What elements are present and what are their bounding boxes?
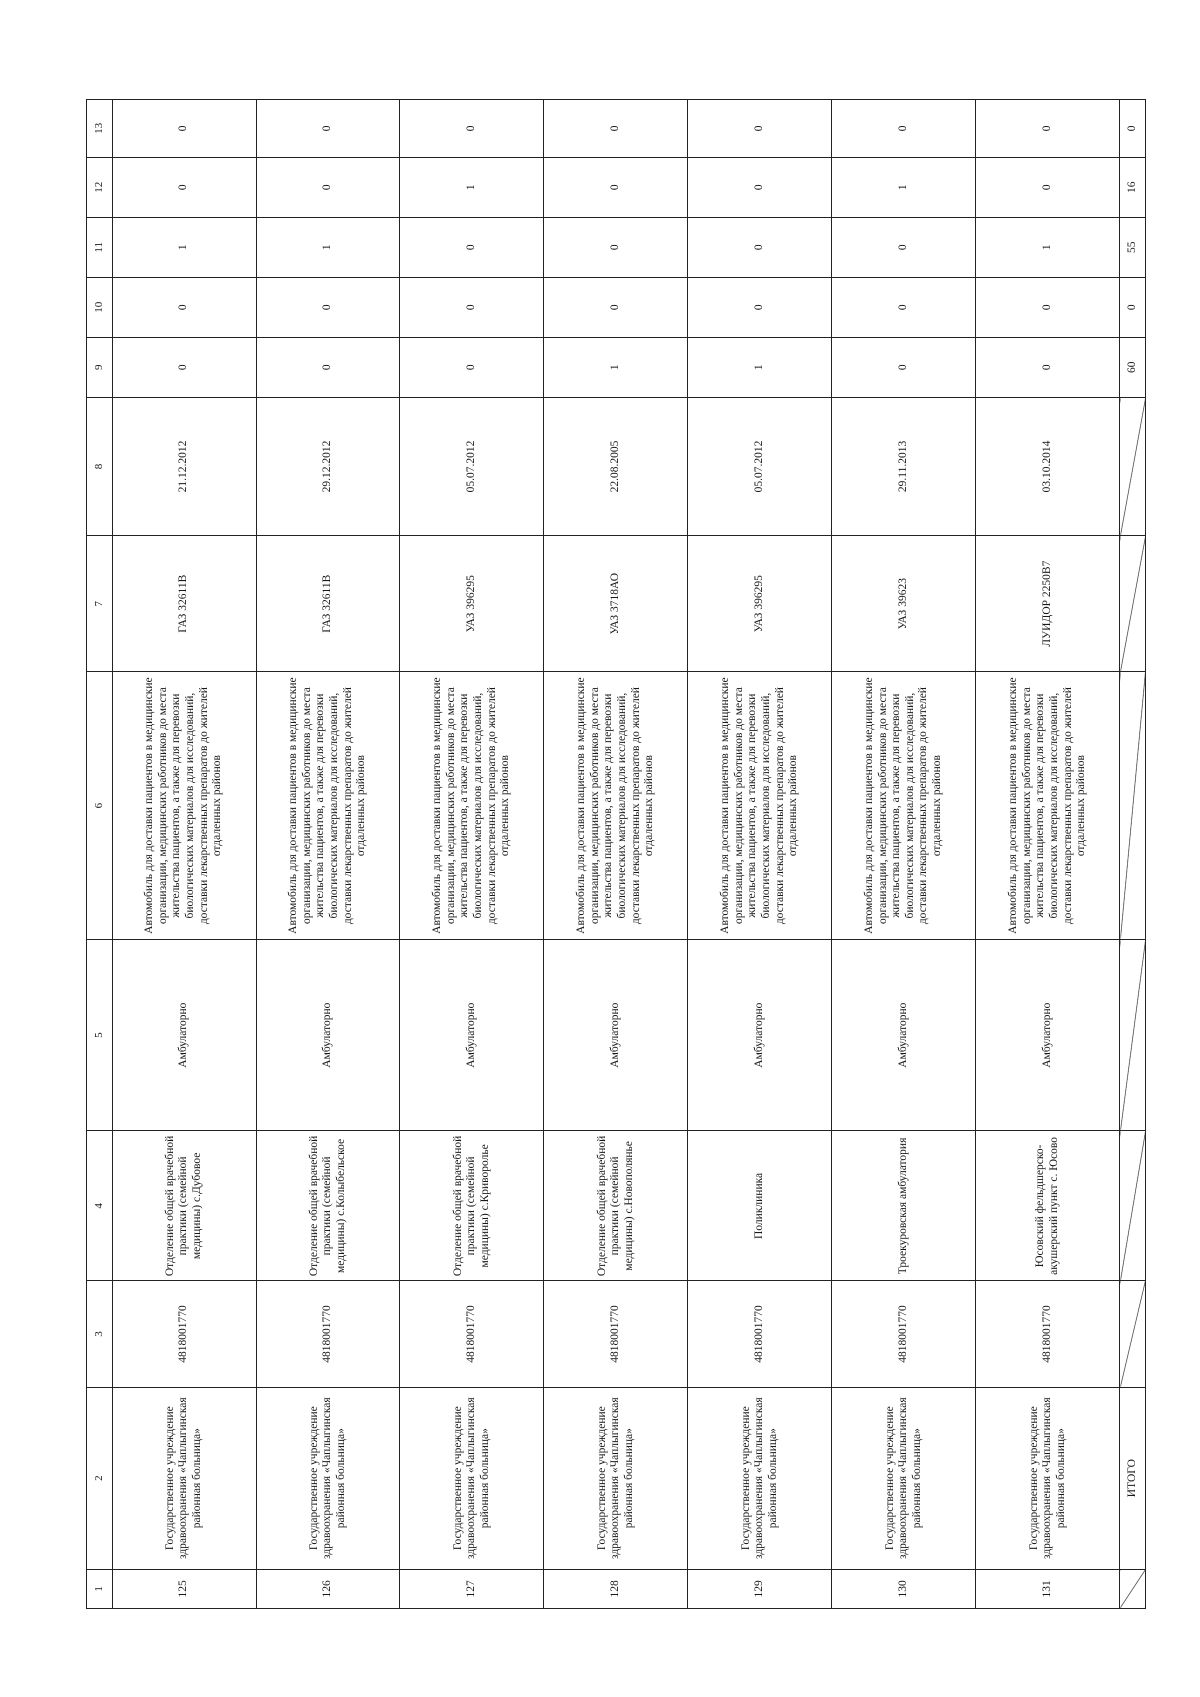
count-col-10: 0 — [256, 277, 400, 337]
row-number: 125 — [112, 1569, 256, 1608]
care-mode: Амбулаторно — [976, 939, 1120, 1131]
vehicles-table — [86, 99, 1146, 1609]
vehicle-purpose: Автомобиль для доставки пациентов в медицинские организации, медицинских работников до места жительства пациентов, а также для перевозки биологических материалов для исследований, доставки лекарственных препаратов до жителей отдаленных районов — [544, 672, 688, 940]
care-mode: Амбулаторно — [400, 939, 544, 1131]
vehicle-model: УАЗ 396295 — [688, 536, 832, 672]
inn-code: 4818001770 — [544, 1281, 688, 1387]
table-row — [544, 100, 688, 1609]
table-row — [688, 100, 832, 1609]
count-col-11: 0 — [832, 217, 976, 277]
division-name: Отделение общей врачебной практики (семейной медицины) с.Дубовое — [112, 1131, 256, 1281]
count-col-13: 0 — [832, 100, 976, 158]
count-col-13: 0 — [112, 100, 256, 158]
column-number: 9 — [87, 337, 113, 397]
count-col-13: 0 — [544, 100, 688, 158]
row-number: 129 — [688, 1569, 832, 1608]
inn-code: 4818001770 — [112, 1281, 256, 1387]
registration-date: 29.11.2013 — [832, 397, 976, 535]
count-col-12: 1 — [400, 157, 544, 217]
institution-name: Государственное учреждение здравоохранения «Чаплыгинская районная больница» — [976, 1387, 1120, 1569]
empty-cell — [1120, 1131, 1146, 1281]
vehicle-purpose: Автомобиль для доставки пациентов в медицинские организации, медицинских работников до места жительства пациентов, а также для перевозки биологических материалов для исследований, доставки лекарственных препаратов до жителей отдаленных районов — [256, 672, 400, 940]
count-col-11: 0 — [544, 217, 688, 277]
empty-cell — [1120, 939, 1146, 1131]
division-name: Отделение общей врачебной практики (семейной медицины) с.Новополянье — [544, 1131, 688, 1281]
count-col-9: 0 — [400, 337, 544, 397]
column-number: 6 — [87, 672, 113, 940]
count-col-10: 0 — [832, 277, 976, 337]
division-name: Отделение общей врачебной практики (семейной медицины) с.Колыбельское — [256, 1131, 400, 1281]
count-col-12: 0 — [544, 157, 688, 217]
column-number: 5 — [87, 939, 113, 1131]
division-name: Поликлиника — [688, 1131, 832, 1281]
registration-date: 22.08.2005 — [544, 397, 688, 535]
division-name: Троекуровская амбулатория — [832, 1131, 976, 1281]
count-col-9: 0 — [112, 337, 256, 397]
empty-cell — [1120, 397, 1146, 535]
row-number: 131 — [976, 1569, 1120, 1608]
count-col-12: 0 — [256, 157, 400, 217]
count-col-9: 0 — [976, 337, 1120, 397]
column-number: 12 — [87, 157, 113, 217]
count-col-11: 1 — [976, 217, 1120, 277]
count-col-11: 0 — [400, 217, 544, 277]
vehicle-purpose: Автомобиль для доставки пациентов в медицинские организации, медицинских работников до места жительства пациентов, а также для перевозки биологических материалов для исследований, доставки лекарственных препаратов до жителей отдаленных районов — [400, 672, 544, 940]
row-number: 127 — [400, 1569, 544, 1608]
institution-name: Государственное учреждение здравоохранения «Чаплыгинская районная больница» — [544, 1387, 688, 1569]
count-col-10: 0 — [112, 277, 256, 337]
column-number: 3 — [87, 1281, 113, 1387]
institution-name: Государственное учреждение здравоохранения «Чаплыгинская районная больница» — [688, 1387, 832, 1569]
inn-code: 4818001770 — [688, 1281, 832, 1387]
column-number: 4 — [87, 1131, 113, 1281]
column-number-row — [87, 100, 113, 1609]
division-name: Юсовский фельдшерско-акушерский пункт с. Юсово — [976, 1131, 1120, 1281]
count-col-13: 0 — [688, 100, 832, 158]
row-number: 126 — [256, 1569, 400, 1608]
inn-code: 4818001770 — [832, 1281, 976, 1387]
column-number: 2 — [87, 1387, 113, 1569]
count-col-10: 0 — [400, 277, 544, 337]
table-body — [87, 100, 1120, 1609]
care-mode: Амбулаторно — [256, 939, 400, 1131]
count-col-12: 0 — [112, 157, 256, 217]
vehicle-purpose: Автомобиль для доставки пациентов в медицинские организации, медицинских работников до места жительства пациентов, а также для перевозки биологических материалов для исследований, доставки лекарственных препаратов до жителей отдаленных районов — [976, 672, 1120, 940]
vehicle-purpose: Автомобиль для доставки пациентов в медицинские организации, медицинских работников до места жительства пациентов, а также для перевозки биологических материалов для исследований, доставки лекарственных препаратов до жителей отдаленных районов — [832, 672, 976, 940]
count-col-10: 0 — [688, 277, 832, 337]
column-number: 11 — [87, 217, 113, 277]
column-number: 13 — [87, 100, 113, 158]
column-number: 8 — [87, 397, 113, 535]
total-value: 0 — [1120, 277, 1146, 337]
count-col-9: 1 — [688, 337, 832, 397]
count-col-12: 0 — [688, 157, 832, 217]
column-number: 7 — [87, 536, 113, 672]
division-name: Отделение общей врачебной практики (семейной медицины) с.Криворолье — [400, 1131, 544, 1281]
registration-date: 03.10.2014 — [976, 397, 1120, 535]
count-col-13: 0 — [400, 100, 544, 158]
vehicle-model: ЛУИДОР 2250В7 — [976, 536, 1120, 672]
count-col-12: 1 — [832, 157, 976, 217]
count-col-11: 1 — [112, 217, 256, 277]
registration-date: 05.07.2012 — [688, 397, 832, 535]
care-mode: Амбулаторно — [832, 939, 976, 1131]
institution-name: Государственное учреждение здравоохранения «Чаплыгинская районная больница» — [112, 1387, 256, 1569]
count-col-11: 1 — [256, 217, 400, 277]
empty-cell — [1120, 536, 1146, 672]
institution-name: Государственное учреждение здравоохранения «Чаплыгинская районная больница» — [256, 1387, 400, 1569]
count-col-11: 0 — [688, 217, 832, 277]
inn-code: 4818001770 — [976, 1281, 1120, 1387]
count-col-12: 0 — [976, 157, 1120, 217]
vehicle-model: УАЗ 39623 — [832, 536, 976, 672]
count-col-10: 0 — [544, 277, 688, 337]
row-number: 128 — [544, 1569, 688, 1608]
table-row — [832, 100, 976, 1609]
vehicle-model: УАЗ 396295 — [400, 536, 544, 672]
total-value: 0 — [1120, 100, 1146, 158]
registration-date: 29.12.2012 — [256, 397, 400, 535]
care-mode: Амбулаторно — [544, 939, 688, 1131]
care-mode: Амбулаторно — [688, 939, 832, 1131]
count-col-13: 0 — [976, 100, 1120, 158]
vehicle-model: ГАЗ 32611В — [256, 536, 400, 672]
total-row — [1120, 100, 1146, 1609]
care-mode: Амбулаторно — [112, 939, 256, 1131]
count-col-9: 0 — [832, 337, 976, 397]
vehicle-model: ГАЗ 32611В — [112, 536, 256, 672]
institution-name: Государственное учреждение здравоохранения «Чаплыгинская районная больница» — [400, 1387, 544, 1569]
totals — [1120, 100, 1146, 1609]
vehicle-purpose: Автомобиль для доставки пациентов в медицинские организации, медицинских работников до места жительства пациентов, а также для перевозки биологических материалов для исследований, доставки лекарственных препаратов до жителей отдаленных районов — [688, 672, 832, 940]
registration-date: 05.07.2012 — [400, 397, 544, 535]
count-col-9: 0 — [256, 337, 400, 397]
count-col-9: 1 — [544, 337, 688, 397]
table-row — [256, 100, 400, 1609]
institution-name: Государственное учреждение здравоохранения «Чаплыгинская районная больница» — [832, 1387, 976, 1569]
table-row — [976, 100, 1120, 1609]
table-row — [400, 100, 544, 1609]
inn-code: 4818001770 — [256, 1281, 400, 1387]
registration-date: 21.12.2012 — [112, 397, 256, 535]
table-row — [112, 100, 256, 1609]
total-label: ИТОГО — [1120, 1387, 1146, 1569]
total-value: 16 — [1120, 157, 1146, 217]
empty-cell — [1120, 1281, 1146, 1387]
empty-cell — [1120, 672, 1146, 940]
vehicle-model: УАЗ 3718АО — [544, 536, 688, 672]
vehicle-purpose: Автомобиль для доставки пациентов в медицинские организации, медицинских работников до места жительства пациентов, а также для перевозки биологических материалов для исследований, доставки лекарственных препаратов до жителей отдаленных районов — [112, 672, 256, 940]
column-number: 10 — [87, 277, 113, 337]
total-value: 55 — [1120, 217, 1146, 277]
inn-code: 4818001770 — [400, 1281, 544, 1387]
empty-cell — [1120, 1569, 1146, 1608]
column-number: 1 — [87, 1569, 113, 1608]
count-col-10: 0 — [976, 277, 1120, 337]
count-col-13: 0 — [256, 100, 400, 158]
total-value: 60 — [1120, 337, 1146, 397]
row-number: 130 — [832, 1569, 976, 1608]
